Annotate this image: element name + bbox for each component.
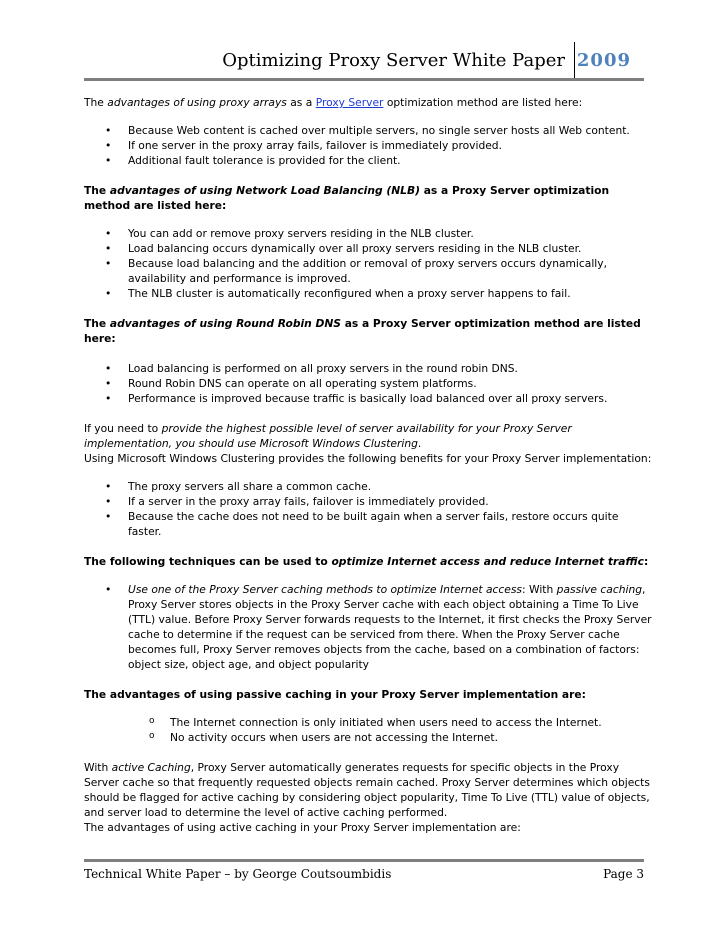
proxy-server-link[interactable]: Proxy Server [315, 96, 384, 109]
list-item: • Load balancing occurs dynamically over all proxy servers residing in the NLB cluster. [84, 241, 654, 256]
s7-emphasis: active Caching [111, 761, 191, 774]
footer-author: Technical White Paper – by George Coutsoumbidis [84, 867, 392, 881]
s4-intro [84, 421, 654, 451]
s1-intro-emphasis: advantages of using proxy arrays [107, 96, 287, 109]
header-year: 2009 [576, 50, 631, 71]
s3-list [84, 361, 654, 406]
s2-heading [84, 183, 654, 213]
s4-intro-emphasis: provide the highest possible level of server availability for your Proxy Server implementation, you should use Microsoft Windows Clustering [84, 422, 572, 450]
s1-intro [84, 95, 654, 110]
list-item: • Because load balancing and the addition or removal of proxy servers occurs dynamically, availability and performance is improved. [84, 256, 654, 286]
s5-item-text2: , Proxy Server stores objects in the Proxy Server cache with each object obtaining a Time To Live (TTL) value. Before Proxy Server forwards requests to the Internet, it first checks the Proxy Server cache to determine if the request can be serviced from there. When the Proxy Server cache becomes full, Proxy Server removes objects from the cache, based on a combination of factors: object size, object age, and object popularity [128, 583, 652, 671]
footer-rule [84, 859, 644, 862]
list-item: • Because the cache does not need to be built again when a server fails, restore occurs quite faster. [84, 509, 654, 539]
s4-intro-text: If you need to [84, 422, 162, 435]
header-rule [84, 78, 644, 81]
list-item: • Because Web content is cached over multiple servers, no single server hosts all Web content. [84, 123, 654, 138]
list-item: • Performance is improved because traffic is basically load balanced over all proxy servers. [84, 391, 654, 406]
list-item: • The NLB cluster is automatically reconfigured when a proxy server happens to fail. [84, 286, 654, 301]
footer-page-number: Page 3 [603, 867, 644, 881]
s2-heading-text: The [84, 184, 110, 197]
s6-heading: The advantages of using passive caching in your Proxy Server implementation are: [84, 688, 586, 701]
s1-list [84, 123, 654, 168]
list-item: o No activity occurs when users are not accessing the Internet. [84, 730, 654, 745]
s5-list [84, 582, 654, 672]
s1-intro-text: The [84, 96, 108, 109]
list-item: • Additional fault tolerance is provided for the client. [84, 153, 654, 168]
s7-paragraph [84, 760, 654, 820]
page-header [84, 42, 644, 82]
s4-intro-text2: . [417, 437, 422, 450]
s3-heading-text2: as a Proxy Server optimization method are listed here: [84, 317, 641, 345]
s1-intro-text3: optimization method are listed here: [383, 96, 583, 109]
s1-intro-text2: as a [286, 96, 316, 109]
s5-item-emphasis2: passive caching [556, 583, 643, 596]
list-item [84, 582, 654, 672]
document-body [84, 95, 654, 835]
s5-heading-text: The following techniques can be used to [84, 555, 332, 568]
s5-heading-text2: : [643, 555, 649, 568]
s3-heading [84, 316, 654, 346]
s3-heading-text: The [84, 317, 110, 330]
page-footer [84, 859, 644, 889]
s2-heading-text2: as a Proxy Server optimization method are listed here: [84, 184, 610, 212]
list-item: o The Internet connection is only initiated when users need to access the Internet. [84, 715, 654, 730]
s7-text2: , Proxy Server automatically generates requests for specific objects in the Proxy Server cache so that frequently requested objects remain cached. Proxy Server determines which objects should be flagged for active caching by considering object popularity, Time To Live (TTL) value of objects, and server load to determine the level of active caching performed. [84, 761, 650, 819]
list-item: • If a server in the proxy array fails, failover is immediately provided. [84, 494, 654, 509]
s6-list [84, 715, 654, 745]
s5-heading-emphasis: optimize Internet access and reduce Internet traffic [331, 555, 644, 568]
s7-text: With [84, 761, 112, 774]
s4-benefits-intro: Using Microsoft Windows Clustering provides the following benefits for your Proxy Server implementation: [84, 452, 652, 465]
list-item: • If one server in the proxy array fails, failover is immediately provided. [84, 138, 654, 153]
s7-closing: The advantages of using active caching in your Proxy Server implementation are: [84, 821, 521, 834]
s2-list [84, 226, 654, 301]
list-item: • You can add or remove proxy servers residing in the NLB cluster. [84, 226, 654, 241]
s4-list [84, 479, 654, 539]
s5-item-emphasis: Use one of the Proxy Server caching methods to optimize Internet access [128, 583, 522, 596]
header-title: Optimizing Proxy Server White Paper [222, 50, 565, 71]
list-item: • Load balancing is performed on all proxy servers in the round robin DNS. [84, 361, 654, 376]
list-item: • The proxy servers all share a common cache. [84, 479, 654, 494]
s2-heading-emphasis: advantages of using Network Load Balancing (NLB) [109, 184, 420, 197]
header-separator [574, 42, 575, 78]
s3-heading-emphasis: advantages of using Round Robin DNS [109, 317, 341, 330]
s5-item-text: : With [522, 583, 557, 596]
list-item: • Round Robin DNS can operate on all operating system platforms. [84, 376, 654, 391]
s5-heading [84, 554, 654, 569]
